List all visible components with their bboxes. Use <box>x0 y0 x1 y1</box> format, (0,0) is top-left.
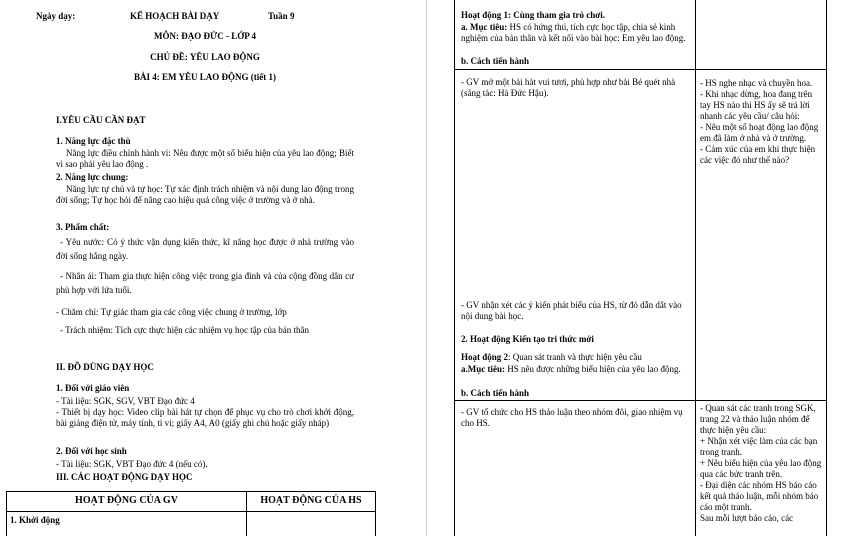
act2-title: 2. Hoạt động Kiến tạo tri thức mới <box>461 334 594 344</box>
section1-para-3: - Yêu nước: Có ý thức vận dụng kiến thức, kĩ năng học được ở nhà trường vào đời sống hằng ngày. <box>56 237 354 261</box>
subject-title: MÔN: ĐẠO ĐỨC - LỚP 4 <box>154 31 256 41</box>
act1-goal-text: HS có hứng thú, tích cực học tập, chia sẻ kinh nghiệm của bản thân và kết nối vào bài học: Em yêu lao động. <box>461 22 686 43</box>
act1-hs-item: - Cảm xúc của em khi thực hiện các việc đó như thế nào? <box>700 143 816 165</box>
section2-heading-1: 1. Đối với giáo viên <box>56 383 130 393</box>
section1-para-5: - Chăm chỉ: Tự giác tham gia các công việc chung ở trường, lớp <box>56 307 287 317</box>
week-label: Tuần 9 <box>268 11 295 21</box>
act1-hs-item: - Nêu một số hoạt động lao động em đã làm ở nhà và ở trường. <box>700 121 819 143</box>
section2-para-3: - Tài liệu: SGK, VBT Đạo đức 4 (nếu có). <box>56 459 208 469</box>
section1-heading-1: 1. Năng lực đặc thù <box>56 136 131 146</box>
act1-method: b. Cách tiến hành <box>461 56 530 66</box>
act1-goal <box>461 22 691 44</box>
section1-heading-2: 2. Năng lực chung: <box>56 172 129 182</box>
section1-heading-3: 3. Phẩm chất: <box>56 222 110 232</box>
topic-title: CHỦ ĐỀ: YÊU LAO ĐỘNG <box>150 52 260 62</box>
act2-hs-item: + Nhận xét việc làm của các bạn trong tranh. <box>700 435 818 457</box>
table-header-hs: HOẠT ĐỘNG CỦA HS <box>260 495 362 506</box>
table-row-khoi-dong: 1. Khởi động <box>10 515 60 525</box>
section2-heading-2: 2. Đối với học sinh <box>56 446 127 456</box>
section1-para-4: - Nhân ái: Tham gia thực hiện công việc trong gia đình và của cộng đồng dân cư phù hợp với lứa tuổi. <box>56 271 354 295</box>
lesson-title: BÀI 4: EM YÊU LAO ĐỘNG (tiết 1) <box>134 72 276 82</box>
act2-sub-label: Hoạt động 2 <box>461 352 509 362</box>
section3-title: III. CÁC HOẠT ĐỘNG DẠY HỌC <box>56 472 193 482</box>
table-header-gv: HOẠT ĐỘNG CỦA GV <box>75 495 178 506</box>
act1-gv-1: - GV mở một bài hát vui tươi, phù hợp như bài Bé quét nhà (sáng tác: Hà Đức Hậu). <box>461 77 676 98</box>
act1-hs-item: - Khi nhạc dừng, hoa đang trên tay HS nào thì HS ấy sẽ trả lời nhanh các yêu cầu/ câu hỏi: <box>700 88 813 121</box>
act1-title: Hoạt động 1: Cùng tham gia trò chơi. <box>461 10 605 20</box>
act2-hs-item: + Nêu biểu hiện của yêu lao động qua các bức tranh trên. <box>700 457 822 479</box>
act2-goal <box>461 364 689 375</box>
act2-gv: - GV tổ chức cho HS thảo luận theo nhóm đôi, giao nhiệm vụ cho HS. <box>461 407 683 428</box>
plan-title: KẾ HOẠCH BÀI DẠY <box>130 11 220 21</box>
act1-gv-2: - GV nhận xét các ý kiến phát biểu của HS, từ đó dẫn dắt vào nội dung bài học. <box>461 300 682 321</box>
act2-goal-label: a.Mục tiêu: <box>461 364 505 374</box>
act2-hs-item: Sau mỗi lượt báo cáo, các <box>700 512 794 523</box>
section1-para-2: Năng lực tự chủ và tự học: Tự xác định trách nhiệm và nội dung lao động trong đời sống; Tự học hỏi để nâng cao hiệu quả công việc ở trường và ở nhà. <box>56 184 354 205</box>
act2-sub <box>461 352 691 363</box>
section2-title: II. ĐỒ DÙNG DẠY HỌC <box>56 362 154 372</box>
section1-para-6: - Trách nhiệm: Tích cực thực hiện các nhiệm vụ học tập của bản thân <box>60 325 310 335</box>
act2-hs-list <box>700 403 822 524</box>
page-divider <box>426 0 427 536</box>
act2-hs-item: - Đại diện các nhóm HS báo cáo kết quả thảo luận, mỗi nhóm báo cáo một tranh. <box>700 479 819 512</box>
act2-goal-text: HS nêu được những biểu hiện của yêu lao động. <box>505 364 681 374</box>
section1-title: I.YÊU CẦU CẦN ĐẠT <box>56 115 146 125</box>
act1-hs-list <box>700 78 822 166</box>
section2-para-1: - Tài liệu: SGK, SGV, VBT Đạo đức 4 <box>56 396 195 406</box>
act2-hs-item: - Quan sát các tranh trong SGK, trang 22 và thảo luận nhóm để thực hiện yêu cầu: <box>700 403 816 435</box>
date-label: Ngày dạy: <box>36 11 76 21</box>
section1-para-1: Năng lực điều chỉnh hành vi: Nêu được một số biểu hiện của yêu lao động; Biết vì sao phải yêu lao động . <box>56 148 354 169</box>
section2-para-2: - Thiết bị dạy học: Video clip bài hát tự chọn để phục vụ cho trò chơi khởi động, bài giảng điện tử, máy tính, ti vi; giấy A4, A0 (giấy ghi chú hoặc giấy nháp) <box>56 407 354 428</box>
act2-sub-text: : Quan sát tranh và thực hiện yêu cầu <box>508 352 642 362</box>
act1-hs-item: - HS nghe nhạc và chuyền hoa. <box>700 78 813 88</box>
act2-method: b. Cách tiến hành <box>461 388 530 398</box>
act1-goal-label: a. Mục tiêu: <box>461 22 508 32</box>
